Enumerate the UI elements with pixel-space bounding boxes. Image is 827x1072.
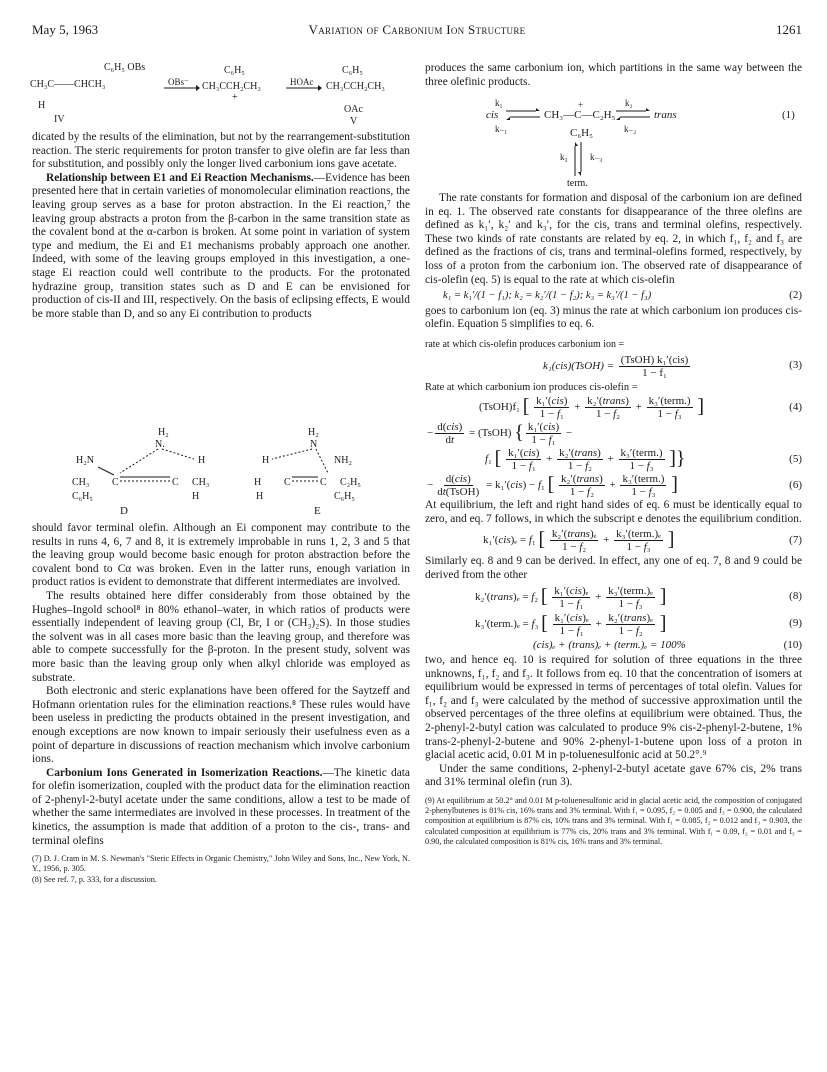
k2-label: k₂ bbox=[625, 98, 633, 108]
scheme-v-sub: C₆H₅ bbox=[342, 65, 363, 76]
paragraph-text: —The kinetic data for olefin isomerization, coupled with the product data for the elimination reaction of 2-phenyl-2-butyl acetate under the same conditions, allow a test to be made of whether the same intermediates are involved in these processes. In treatment of the kinetics, the assumption is made that addition of a proton to the cis-, trans- and terminal olefins bbox=[32, 766, 410, 847]
eq5-number: (5) bbox=[789, 452, 802, 465]
svg-text:H₂: H₂ bbox=[158, 427, 169, 438]
footnote-7: (7) D. J. Cram in M. S. Newman's "Steric Effects in Organic Chemistry," John Wiley and Sons, Inc., New York, N. Y., 1956, p. 305. bbox=[32, 854, 410, 874]
equation-7: k₁′(cis)ₑ = f₁ [ $\frac{\text{k₂′(trans)ₑ}}{\text{1 − f₂}}$ + $\frac{\text{k₃′(term.)ₑ}}{\text{1 − f₃}}$ ] (7) bbox=[483, 528, 802, 554]
structure-e bbox=[254, 427, 361, 502]
svg-text:NH₂: NH₂ bbox=[334, 455, 352, 466]
label-iv: IV bbox=[54, 114, 65, 125]
paragraph: At equilibrium, the left and right hand sides of eq. 6 must be identically equal to zero, and eq. 7 follows, in which the subscript e denotes the equilibrium condition. bbox=[425, 499, 802, 525]
carbocation-phenyl: C₆H₅ bbox=[570, 127, 593, 139]
label-e: E bbox=[314, 505, 321, 517]
footnote-9: (9) At equilibrium at 50.2° and 0.01 M p-toluenesulfonic acid in glacial acetic acid, the composition of conjugated 2-phenylbutenes is 81% cis, 16% trans and 3% terminal. With f₁ = 0.095, f₂ = 0.005 and f₃ = 0.900, the calculated composition at equilibrium is 87% cis, 10% trans and 3% terminal. With f₁ = 0.085, f₂ = 0.012 and f₃ = 0.903, the calculated composition at equilibrium is 77% cis, 20% trans and 3% terminal. With f₁ = 0.09, f₂ = 0.01 and f₃ = 0.90, the calculated composition is 81% cis, 16% trans and 3% terminal. bbox=[425, 796, 802, 846]
arrow1-label: OBs⁻ bbox=[168, 77, 189, 87]
left-column-continued bbox=[32, 522, 410, 885]
header-date: May 5, 1963 bbox=[32, 22, 99, 37]
scheme-iv-top: C₆H₅ OBs bbox=[104, 62, 146, 73]
paragraph: should favor terminal olefin. Although an Ei component may contribute to the results in runs 4, 6, 7 and 8, it is extremely improbable in runs 1, 2, 3 and 5 that the leaving group would become basic enough for proton abstraction before the covalent bond to Cα was broken. Even in the latter runs, enough variation in product ratios is evident to demonstrate that different intermediates are involved. bbox=[32, 522, 410, 589]
svg-text:C: C bbox=[112, 477, 119, 488]
svg-text:CH₃: CH₃ bbox=[72, 477, 90, 488]
svg-text:C: C bbox=[172, 477, 179, 488]
carbocation-plus: + bbox=[232, 92, 238, 103]
equation-8: k₂′(trans)ₑ = f₂ [ $\frac{\text{k₁′(cis)ₑ}}{\text{1 − f₁}}$ + $\frac{\text{k₃′(term.)ₑ}}{\text{1 − f₃}}$ ] (8) bbox=[475, 584, 802, 610]
svg-text:H: H bbox=[262, 455, 270, 466]
eq2-body: k₁ = k₁′/(1 − f₁); k₂ = k₂′/(1 − f₂); k₃ = k₃′/(1 − f₃) bbox=[443, 290, 652, 302]
svg-text:H: H bbox=[192, 491, 200, 502]
svg-text:CH₃: CH₃ bbox=[192, 477, 210, 488]
label-v: V bbox=[350, 116, 358, 127]
paragraph: Similarly eq. 8 and 9 can be derived. In effect, any one of eq. 7, 8 and 9 could be derived from the other bbox=[425, 555, 802, 581]
eq6-number: (6) bbox=[789, 478, 802, 491]
scheme-iv-chain: CH₃C——CHCH₃ bbox=[30, 79, 106, 90]
eq3-numerator: (TsOH) k₁′(cis) bbox=[620, 353, 689, 366]
eq4-label: Rate at which carbonium ion produces cis-olefin = bbox=[425, 381, 638, 393]
equilibrium-arrows-cis bbox=[506, 108, 540, 120]
paragraph bbox=[32, 767, 410, 849]
eq3-lhs: k₁(cis)(TsOH) = bbox=[543, 359, 615, 372]
scheme-iv-h: H bbox=[38, 100, 46, 111]
arrow2-label: HOAc bbox=[290, 77, 314, 87]
svg-text:C₆H₅: C₆H₅ bbox=[72, 491, 93, 502]
paragraph: two, and hence eq. 10 is required for solution of three equations in the three unknowns, f₁, f₂ and f₃. It follows from eq. 10 that the concentration of isomers at equilibrium would be expressed in terms of percentages of total olefin. Values for f₁, f₂ and f₃ were calculated by the method of successive approximation until the observed percentages of the three olefins at equilibrium were obtained. Thus, the 2-phenyl-2-butyl cation was calculated to produce 9% cis-2-phenyl-2-butene, 1% trans-2-phenyl-2-butene and 90% 2-phenyl-1-butene upon loss of a proton in glacial acetic acid, 0.01 M in p-toluenesulfonic acid at 50.2°.⁹ bbox=[425, 654, 802, 762]
km1-label: k₋₁ bbox=[495, 124, 508, 134]
equation-10 bbox=[425, 639, 802, 653]
equation-5: − $\frac{\text{d(cis)}}{dt}$ = (TsOH) { $\frac{\text{k₁′(cis)}}{\text{1 − f₁}}$ − bbox=[427, 421, 573, 447]
section-heading: Carbonium Ions Generated in Isomerization Reactions. bbox=[46, 766, 323, 779]
scheme-v: CH₃CCH₂CH₃ bbox=[326, 81, 385, 92]
trans-label: trans bbox=[654, 109, 677, 121]
svg-text:H₂: H₂ bbox=[308, 427, 319, 438]
eq9-number: (9) bbox=[789, 617, 802, 630]
eq4-prefix: (TsOH)f₁ bbox=[479, 401, 520, 414]
equation-6: − $\frac{\text{d(cis)}}{\text{dt(TsOH)}}$ = k₁′(cis) − f₁ [ $\frac{\text{k₂′(trans)}}{\text{1 − f₂}}$ + $\frac{\text{k₃′(term.)}}{\text{1 − f₃}}$ ] (6) bbox=[427, 473, 802, 499]
eq10-body: (cis)ₑ + (trans)ₑ + (term.)ₑ = 100% bbox=[533, 638, 686, 651]
scheme-mid: CH₃CCH₂CH₃ bbox=[202, 81, 261, 92]
paragraph: dicated by the results of the elimination, but not by the rearrangement-substitution reaction. The steric requirements for proton transfer to give olefin are far less than for substitution, and possibly only the longer lived carbonium ions gave acetate. bbox=[32, 131, 410, 171]
reaction-arrow-2 bbox=[286, 84, 322, 92]
svg-text:C₆H₅: C₆H₅ bbox=[334, 491, 355, 502]
label-d: D bbox=[120, 505, 128, 517]
paragraph: produces the same carbonium ion, which partitions in the same way between the three olefinic products. bbox=[425, 62, 802, 88]
transition-state-diagrams bbox=[72, 425, 372, 515]
structure-d bbox=[72, 427, 209, 502]
eq1-number: (1) bbox=[782, 109, 795, 121]
left-column bbox=[32, 131, 410, 321]
header-title: Variation of Carbonium Ion Structure bbox=[308, 22, 526, 37]
eq3-denominator: 1 − f₁ bbox=[642, 366, 667, 379]
svg-text:C₂H₅: C₂H₅ bbox=[340, 477, 361, 488]
svg-text:H₂N: H₂N bbox=[76, 455, 94, 466]
equation-4: (TsOH)f₁ [ $\frac{\text{k₁′(cis)}}{\text{1 − f₁}}$ + $\frac{\text{k₂′(trans)}}{\text{1 − f₂}}$ + $\frac{\text{k₃′(term.)}}{\text{1 − f₃}}$ ] (4) bbox=[479, 395, 802, 421]
scheme-mid-sub: C₆H₅ bbox=[224, 65, 245, 76]
paragraph bbox=[32, 172, 410, 322]
right-column-intro bbox=[425, 62, 802, 89]
equation-9: k₃′(term.)ₑ = f₃ [ $\frac{\text{k₁′(cis)ₑ}}{\text{1 − f₁}}$ + $\frac{\text{k₂′(trans)ₑ}}{\text{1 − f₂}}$ ] (9) bbox=[475, 611, 802, 637]
eq4-number: (4) bbox=[789, 400, 802, 413]
section-heading: Relationship between E1 and Ei Reaction Mechanisms. bbox=[46, 171, 314, 184]
svg-text:H: H bbox=[256, 491, 264, 502]
equation-2 bbox=[425, 289, 802, 303]
plus-label: + bbox=[578, 100, 584, 110]
paragraph: The rate constants for formation and disposal of the carbonium ion are defined in eq. 1. The observed rate constants for disappearance of the three olefins are defined as k₁′, k₂′ and k₃′, for the cis, trans and terminal olefins, respectively. These two kinds of rate constants are related by eq. 2, in which f₁, f₂ and f₃ are defined as the fractions of cis, trans and terminal-olefins formed, respectively, by loss of a proton from the carbonium ion. The observed rate of disappearance of cis-olefin (eq. 5) is equal to the rate at which cis-olefin bbox=[425, 192, 802, 286]
k1-label: k₁ bbox=[495, 98, 503, 108]
carbocation-center: CH₃—C—C₂H₅ bbox=[544, 109, 616, 121]
svg-text:N: N bbox=[310, 439, 318, 450]
right-column-main bbox=[425, 192, 802, 847]
running-header bbox=[32, 22, 802, 38]
scheme-v-oac: OAc bbox=[344, 104, 363, 115]
page-number: 1261 bbox=[776, 22, 802, 37]
reaction-arrow-1 bbox=[164, 84, 200, 92]
eq3-label: rate at which cis-olefin produces carbonium ion = bbox=[425, 338, 625, 350]
paragraph: Both electronic and steric explanations have been offered for the Saytzeff and Hofmann orientation rules for the elimination reactions.⁸ These rules would have been useless in predicting the products obtained in the present investigation, and enough exceptions are now known to impair seriously their usefulness even as a point of departure in discussions of reaction mechanism which involve carbonium ions. bbox=[32, 685, 410, 766]
svg-text:C: C bbox=[320, 477, 327, 488]
equation-3 bbox=[425, 354, 802, 379]
k3-label: k₃ bbox=[560, 152, 568, 162]
svg-text:N.: N. bbox=[155, 439, 165, 450]
eq10-number: (10) bbox=[783, 638, 802, 651]
eq3-number: (3) bbox=[789, 359, 802, 372]
equilibrium-arrows-term bbox=[572, 142, 584, 176]
eq7-number: (7) bbox=[789, 534, 802, 547]
svg-text:H: H bbox=[198, 455, 206, 466]
km2-label: k₋₂ bbox=[624, 124, 637, 134]
eq2-number: (2) bbox=[789, 289, 802, 302]
svg-text:C: C bbox=[284, 477, 291, 488]
eq8-number: (8) bbox=[789, 590, 802, 603]
paragraph: goes to carbonium ion (eq. 3) minus the rate at which carbonium ion produces cis-olefin. Equation 5 simplifies to eq. 6. bbox=[425, 304, 802, 331]
footnote-8: (8) See ref. 7, p. 333, for a discussion. bbox=[32, 874, 157, 884]
paragraph: The results obtained here differ considerably from those obtained by the Hughes–Ingold school⁸ in 80% ethanol–water, in which ratios of products were essentially independent of leaving group (Cl, Br, I or (CH₃)₂S). In those studies the solvent was in all cases more basic than the leaving group, and therefore was able to compete successfully for the β-proton. In the present study, solvent was more basic than the leaving group only when alkyl chloride was employed as substrate. bbox=[32, 589, 410, 684]
cis-label: cis bbox=[486, 109, 499, 121]
equilibrium-arrows-trans bbox=[616, 108, 650, 120]
svg-text:H: H bbox=[254, 477, 262, 488]
equation-5-cont: f₁ [ $\frac{\text{k₁′(cis)}}{\text{1 − f₁}}$ + $\frac{\text{k₂′(trans)}}{\text{1 − f₂}}$ + $\frac{\text{k₃′(term.)}}{\text{1 − f₃}}$ ]} (5) bbox=[485, 447, 802, 473]
term-label: term. bbox=[567, 178, 588, 189]
paragraph: Under the same conditions, 2-phenyl-2-butyl acetate gave 67% cis, 2% trans and 31% terminal olefin (run 3). bbox=[425, 762, 802, 789]
paragraph-text: —Evidence has been presented here that in certain varieties of monomolecular elimination reactions, the leaving group serves as a base for proton abstraction. In the Ei reaction,⁷ the leaving group abstracts a proton from the β-carbon in the same transition state as the covalent bond at the α-carbon is broken. At some point in variation of system type and medium, the Ei and E1 mechanisms probably approach one another. Indeed, with some of the leaving groups employed in this investigation, a one-stage Ei reaction could well contribute to the products. For the protonated hydrazine group, transition states such as D and E can be envisioned for production of cis-II and III, respectively. On the basis of eclipsing effects, E would be more stable than D, and so any Ei contribution to products bbox=[32, 171, 410, 320]
km3-label: k₋₃ bbox=[590, 152, 603, 162]
